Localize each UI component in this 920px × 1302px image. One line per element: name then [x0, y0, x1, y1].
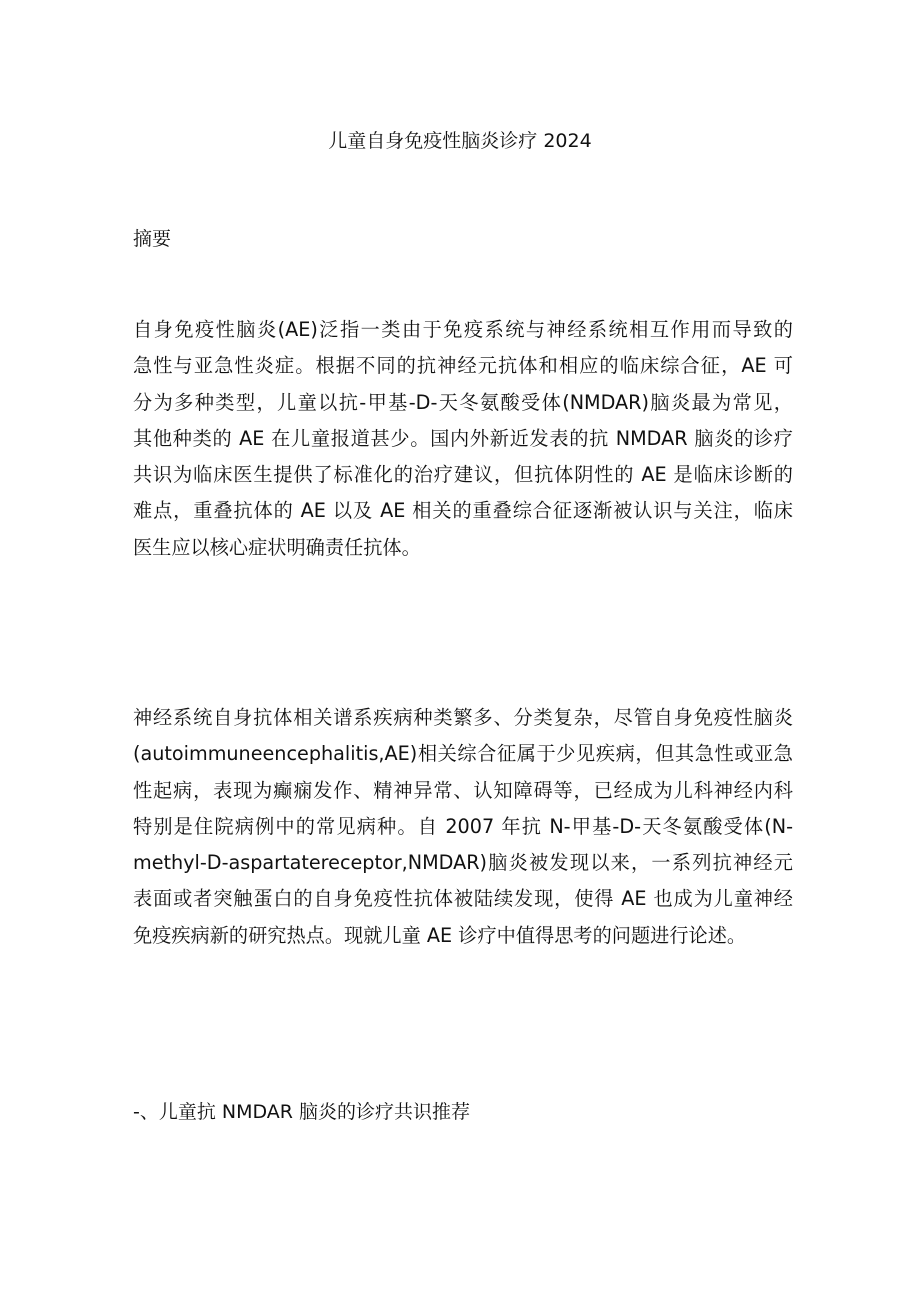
intro-line: 神经系统自身抗体相关谱系疾病种类繁多、分类复杂，尽管自身免疫性脑炎 [133, 706, 793, 729]
intro-line: (autoimmuneencephalitis,AE)相关综合征属于少见疾病，但其急性或亚急 [133, 742, 793, 766]
abstract-line: 其他种类的 AE 在儿童报道甚少。国内外新近发表的抗 NMDAR 脑炎的诊疗 [133, 426, 793, 450]
abstract-line: 分为多种类型，儿童以抗-甲基-D-天冬氨酸受体(NMDAR)脑炎最为常见， [133, 390, 793, 414]
abstract-line: 医生应以核心症状明确责任抗体。 [133, 535, 421, 559]
intro-line: 免疫疾病新的研究热点。现就儿童 AE 诊疗中值得思考的问题进行论述。 [133, 923, 747, 947]
abstract-line: 自身免疫性脑炎(AE)泛指一类由于免疫系统与神经系统相互作用而导致的 [133, 318, 793, 341]
section-one-heading: -、儿童抗 NMDAR 脑炎的诊疗共识推荐 [133, 1101, 471, 1123]
intro-line: 特别是住院病例中的常见病种。自 2007 年抗 N-甲基-D-天冬氨酸受体(N- [133, 814, 793, 838]
intro-line: methyl-D-aspartatereceptor,NMDAR)脑炎被发现以来，一系列抗神经元 [133, 851, 793, 875]
abstract-line: 难点，重叠抗体的 AE 以及 AE 相关的重叠综合征逐渐被认识与关注，临床 [133, 499, 793, 523]
abstract-line: 急性与亚急性炎症。根据不同的抗神经元抗体和相应的临床综合征，AE 可 [133, 354, 793, 378]
intro-line: 性起病，表现为癫痫发作、精神异常、认知障碍等，已经成为儿科神经内科 [133, 778, 793, 802]
intro-line: 表面或者突触蛋白的自身免疫性抗体被陆续发现，使得 AE 也成为儿童神经 [133, 887, 793, 911]
introduction-paragraph [133, 700, 793, 954]
abstract-heading: 摘要 [133, 228, 172, 250]
abstract-paragraph [133, 312, 793, 566]
abstract-line: 共识为临床医生提供了标准化的治疗建议，但抗体阴性的 AE 是临床诊断的 [133, 463, 793, 487]
document-title: 儿童自身免疫性脑炎诊疗 2024 [328, 130, 592, 152]
